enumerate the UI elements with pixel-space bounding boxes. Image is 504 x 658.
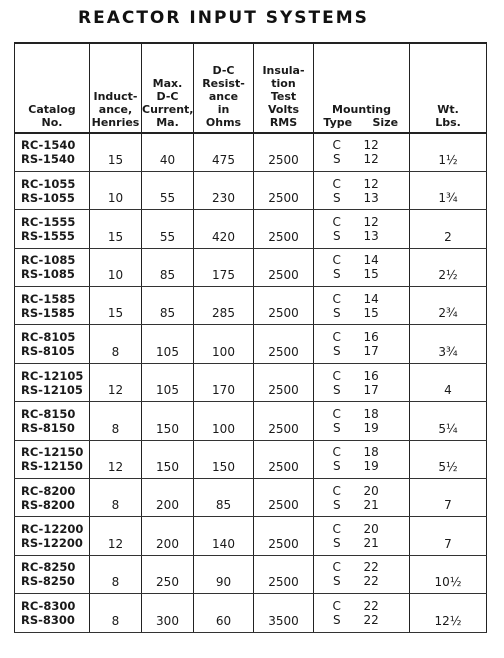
test-volts-cell: 2500: [254, 287, 314, 325]
header-test-line-4: Volts: [267, 103, 300, 116]
reactor-spec-table: [14, 42, 487, 633]
mounting-type-s: S: [332, 459, 341, 474]
mounting-type-c: C: [332, 138, 341, 153]
current-cell: 55: [142, 171, 194, 209]
resistance-cell: 420: [194, 210, 254, 248]
mounting-type-s: S: [332, 612, 341, 627]
mounting-size-s: 19: [363, 420, 379, 435]
mounting-size-c: 18: [363, 445, 379, 460]
catalog-cell: [15, 555, 90, 593]
test-volts-cell: 2500: [254, 440, 314, 478]
catalog-cell: [15, 594, 90, 632]
mounting-type-s: S: [332, 152, 341, 167]
mounting-type-s: S: [332, 344, 341, 359]
current-cell: 200: [142, 517, 194, 555]
test-volts-cell: 2500: [254, 555, 314, 593]
catalog-number-rs: RS-12105: [21, 382, 83, 397]
header-mounting-label: Mounting: [332, 103, 391, 116]
catalog-cell: [15, 517, 90, 555]
current-cell: 200: [142, 479, 194, 517]
catalog-number-rc: RC-8150: [21, 406, 76, 421]
mounting-size-c: 12: [363, 176, 379, 191]
test-volts-cell: 2500: [254, 133, 314, 171]
table-row: [15, 440, 487, 478]
resistance-cell: 230: [194, 171, 254, 209]
catalog-number-rc: RC-1555: [21, 214, 76, 229]
header-current-line-1: Max.: [152, 77, 183, 90]
catalog-cell: [15, 248, 90, 286]
resistance-cell: 85: [194, 479, 254, 517]
weight-cell: 3¾: [410, 325, 487, 363]
table-row: [15, 594, 487, 632]
catalog-number-rc: RC-1540: [21, 138, 76, 153]
header-resistance-line-2: Resist-: [202, 77, 245, 90]
catalog-number-rs: RS-12150: [21, 459, 83, 474]
current-cell: 85: [142, 248, 194, 286]
test-volts-cell: 2500: [254, 479, 314, 517]
catalog-number-rs: RS-1085: [21, 267, 75, 282]
mounting-type-s: S: [332, 267, 341, 282]
inductance-cell: 15: [90, 287, 142, 325]
mounting-size-c: 16: [363, 330, 379, 345]
test-volts-cell: 2500: [254, 171, 314, 209]
mounting-size-s: 21: [363, 536, 379, 551]
catalog-number-rs: RS-8200: [21, 497, 75, 512]
mounting-type-c: C: [332, 176, 341, 191]
table-row: [15, 402, 487, 440]
current-cell: 105: [142, 325, 194, 363]
header-resistance-line-4: in: [217, 103, 230, 116]
catalog-number-rc: RC-8300: [21, 598, 76, 613]
mounting-size-c: 16: [363, 368, 379, 383]
resistance-cell: 90: [194, 555, 254, 593]
header-catalog-line-1: Catalog: [28, 103, 76, 116]
mounting-size-c: 20: [363, 522, 379, 537]
mounting-size-c: 22: [363, 560, 379, 575]
current-cell: 150: [142, 440, 194, 478]
mounting-size-s: 22: [363, 612, 379, 627]
mounting-cell: [314, 325, 410, 363]
weight-cell: 7: [410, 517, 487, 555]
mounting-size-s: 12: [363, 152, 379, 167]
mounting-type-s: S: [332, 190, 341, 205]
inductance-cell: 8: [90, 325, 142, 363]
resistance-cell: 285: [194, 287, 254, 325]
header-test-volts: [254, 43, 314, 133]
resistance-cell: 100: [194, 325, 254, 363]
catalog-number-rs: RS-8250: [21, 574, 75, 589]
weight-cell: 10½: [410, 555, 487, 593]
header-test-line-5: RMS: [269, 116, 298, 129]
current-cell: 150: [142, 402, 194, 440]
table-row: [15, 479, 487, 517]
header-resistance-line-3: ance: [208, 90, 239, 103]
mounting-size-s: 17: [363, 382, 379, 397]
test-volts-cell: 2500: [254, 325, 314, 363]
header-weight-line-1: Wt.: [437, 103, 459, 116]
mounting-type-c: C: [332, 214, 341, 229]
mounting-cell: [314, 517, 410, 555]
mounting-type-c: C: [332, 291, 341, 306]
header-row: [15, 43, 487, 133]
catalog-cell: [15, 363, 90, 401]
header-weight-line-2: Lbs.: [435, 116, 461, 129]
table-row: [15, 517, 487, 555]
inductance-cell: 8: [90, 555, 142, 593]
catalog-number-rs: RS-8300: [21, 612, 75, 627]
mounting-type-c: C: [332, 598, 341, 613]
weight-cell: 1¾: [410, 171, 487, 209]
header-catalog-line-2: No.: [41, 116, 63, 129]
header-current: [142, 43, 194, 133]
catalog-cell: [15, 210, 90, 248]
header-catalog: [15, 43, 90, 133]
mounting-cell: [314, 555, 410, 593]
mounting-size-s: 15: [363, 267, 379, 282]
table-row: [15, 210, 487, 248]
mounting-cell: [314, 402, 410, 440]
mounting-type-s: S: [332, 497, 341, 512]
mounting-type-s: S: [332, 536, 341, 551]
resistance-cell: 150: [194, 440, 254, 478]
catalog-number-rs: RS-1585: [21, 305, 75, 320]
catalog-number-rc: RC-12200: [21, 522, 84, 537]
header-resistance-line-1: D-C: [212, 64, 235, 77]
table-row: [15, 171, 487, 209]
catalog-number-rc: RC-1085: [21, 253, 76, 268]
inductance-cell: 10: [90, 171, 142, 209]
header-current-line-4: Ma.: [156, 116, 179, 129]
mounting-size-s: 15: [363, 305, 379, 320]
mounting-type-s: S: [332, 382, 341, 397]
mounting-size-c: 12: [363, 138, 379, 153]
catalog-number-rs: RS-12200: [21, 536, 83, 551]
header-inductance-line-1: Induct-: [93, 90, 138, 103]
mounting-size-c: 20: [363, 483, 379, 498]
test-volts-cell: 3500: [254, 594, 314, 632]
catalog-cell: [15, 402, 90, 440]
catalog-number-rs: RS-8105: [21, 344, 75, 359]
header-current-line-2: D-C: [156, 90, 179, 103]
header-current-line-3: Current,: [142, 103, 194, 116]
catalog-cell: [15, 325, 90, 363]
inductance-cell: 8: [90, 594, 142, 632]
test-volts-cell: 2500: [254, 517, 314, 555]
current-cell: 85: [142, 287, 194, 325]
mounting-cell: [314, 248, 410, 286]
table-row: [15, 133, 487, 171]
mounting-size-c: 14: [363, 291, 379, 306]
mounting-size-c: 12: [363, 214, 379, 229]
table-row: [15, 363, 487, 401]
mounting-size-c: 22: [363, 598, 379, 613]
catalog-cell: [15, 479, 90, 517]
resistance-cell: 60: [194, 594, 254, 632]
weight-cell: 2: [410, 210, 487, 248]
catalog-number-rs: RS-1555: [21, 228, 75, 243]
catalog-number-rc: RC-1055: [21, 176, 76, 191]
header-inductance-line-2: ance,: [98, 103, 133, 116]
test-volts-cell: 2500: [254, 402, 314, 440]
mounting-cell: [314, 440, 410, 478]
mounting-type-c: C: [332, 560, 341, 575]
header-weight: [410, 43, 487, 133]
mounting-size-s: 13: [363, 228, 379, 243]
table-row: [15, 248, 487, 286]
table-row: [15, 555, 487, 593]
mounting-type-c: C: [332, 483, 341, 498]
mounting-type-c: C: [332, 406, 341, 421]
mounting-type-c: C: [332, 445, 341, 460]
table-row: [15, 325, 487, 363]
resistance-cell: 140: [194, 517, 254, 555]
mounting-cell: [314, 287, 410, 325]
table-body: [15, 133, 487, 632]
weight-cell: 4: [410, 363, 487, 401]
header-inductance: [90, 43, 142, 133]
resistance-cell: 170: [194, 363, 254, 401]
catalog-cell: [15, 287, 90, 325]
catalog-number-rc: RC-12105: [21, 368, 84, 383]
weight-cell: 5¼: [410, 402, 487, 440]
table-row: [15, 287, 487, 325]
catalog-number-rs: RS-1055: [21, 190, 75, 205]
mounting-size-s: 21: [363, 497, 379, 512]
mounting-cell: [314, 479, 410, 517]
header-resistance-line-5: Ohms: [205, 116, 242, 129]
header-mounting-type: Type: [323, 116, 353, 129]
header-test-line-1: Insula-: [262, 64, 305, 77]
mounting-type-c: C: [332, 253, 341, 268]
header-test-line-2: tion: [271, 77, 296, 90]
catalog-cell: [15, 133, 90, 171]
resistance-cell: 100: [194, 402, 254, 440]
catalog-number-rc: RC-1585: [21, 291, 76, 306]
weight-cell: 5½: [410, 440, 487, 478]
weight-cell: 2¾: [410, 287, 487, 325]
catalog-number-rs: RS-8150: [21, 420, 75, 435]
catalog-cell: [15, 440, 90, 478]
mounting-type-s: S: [332, 228, 341, 243]
weight-cell: 1½: [410, 133, 487, 171]
page-title: REACTOR INPUT SYSTEMS: [78, 8, 369, 28]
inductance-cell: 12: [90, 440, 142, 478]
catalog-cell: [15, 171, 90, 209]
test-volts-cell: 2500: [254, 210, 314, 248]
inductance-cell: 8: [90, 402, 142, 440]
mounting-type-s: S: [332, 305, 341, 320]
inductance-cell: 10: [90, 248, 142, 286]
mounting-size-s: 13: [363, 190, 379, 205]
mounting-type-s: S: [332, 420, 341, 435]
mounting-cell: [314, 594, 410, 632]
mounting-size-s: 19: [363, 459, 379, 474]
current-cell: 300: [142, 594, 194, 632]
mounting-type-c: C: [332, 368, 341, 383]
mounting-cell: [314, 363, 410, 401]
weight-cell: 2½: [410, 248, 487, 286]
current-cell: 105: [142, 363, 194, 401]
mounting-size-s: 17: [363, 344, 379, 359]
weight-cell: 12½: [410, 594, 487, 632]
resistance-cell: 475: [194, 133, 254, 171]
mounting-size-c: 18: [363, 406, 379, 421]
header-inductance-line-3: Henries: [91, 116, 140, 129]
inductance-cell: 8: [90, 479, 142, 517]
header-mounting: [314, 43, 410, 133]
mounting-type-c: C: [332, 330, 341, 345]
inductance-cell: 15: [90, 133, 142, 171]
header-resistance: [194, 43, 254, 133]
mounting-type-c: C: [332, 522, 341, 537]
current-cell: 40: [142, 133, 194, 171]
mounting-size-c: 14: [363, 253, 379, 268]
test-volts-cell: 2500: [254, 248, 314, 286]
mounting-cell: [314, 210, 410, 248]
header-mounting-size: Size: [372, 116, 399, 129]
inductance-cell: 12: [90, 363, 142, 401]
mounting-size-s: 22: [363, 574, 379, 589]
mounting-cell: [314, 133, 410, 171]
inductance-cell: 12: [90, 517, 142, 555]
catalog-number-rs: RS-1540: [21, 152, 75, 167]
mounting-type-s: S: [332, 574, 341, 589]
current-cell: 250: [142, 555, 194, 593]
inductance-cell: 15: [90, 210, 142, 248]
resistance-cell: 175: [194, 248, 254, 286]
catalog-number-rc: RC-8250: [21, 560, 76, 575]
catalog-number-rc: RC-8105: [21, 330, 76, 345]
current-cell: 55: [142, 210, 194, 248]
header-test-line-3: Test: [270, 90, 297, 103]
mounting-cell: [314, 171, 410, 209]
catalog-number-rc: RC-12150: [21, 445, 84, 460]
catalog-number-rc: RC-8200: [21, 483, 76, 498]
weight-cell: 7: [410, 479, 487, 517]
test-volts-cell: 2500: [254, 363, 314, 401]
